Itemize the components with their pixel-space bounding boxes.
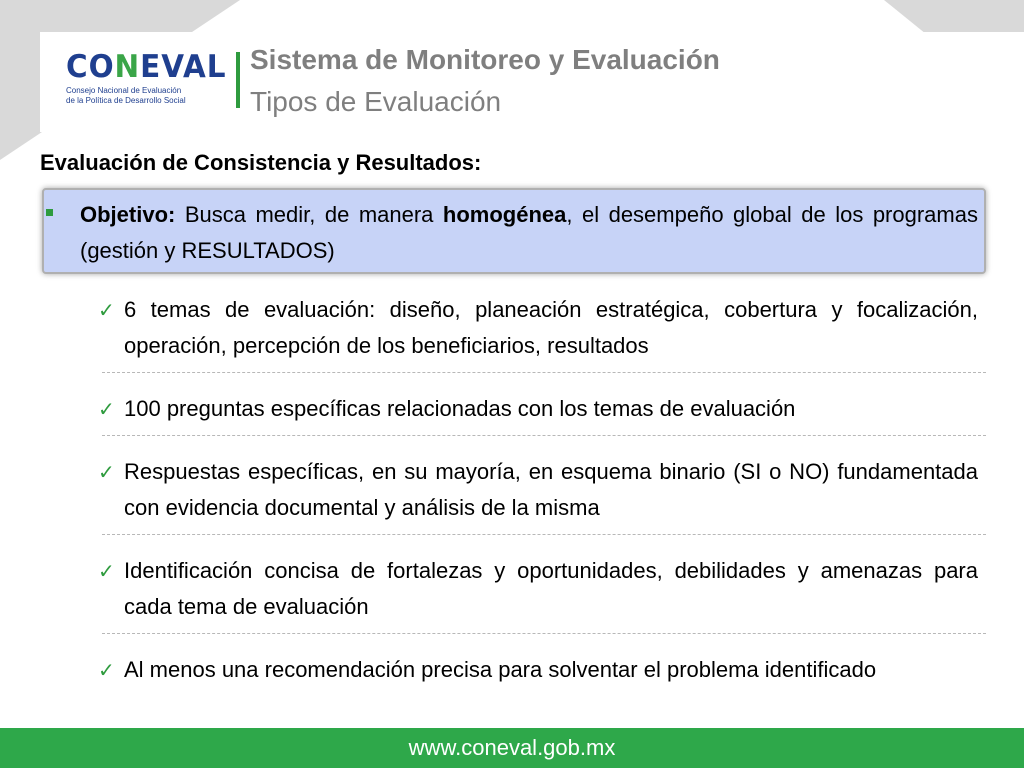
footer-bar: [0, 728, 1024, 768]
list-item: ✓ Respuestas específicas, en su mayoría, en esquema binario (SI o NO) fundamentada con evidencia documental y análisis de la misma: [96, 454, 986, 526]
dashed-separator: [102, 633, 986, 634]
list-item: ✓ Identificación concisa de fortalezas y oportunidades, debilidades y amenazas para cada tema de evaluación: [96, 553, 986, 625]
dashed-separator: [102, 435, 986, 436]
list-item: ✓ 100 preguntas específicas relacionadas con los temas de evaluación: [96, 391, 986, 427]
checkmark-icon: ✓: [98, 298, 115, 322]
evaluation-features-list: [96, 292, 986, 688]
footer-url-link[interactable]: www.coneval.gob.mx: [408, 735, 616, 760]
header-divider: [236, 52, 240, 108]
square-bullet-icon: [46, 209, 53, 216]
logo-wordmark: CONEVAL: [66, 49, 227, 85]
objective-emphasis: homogénea: [442, 202, 567, 227]
checkmark-icon: ✓: [98, 559, 115, 583]
checkmark-icon: ✓: [98, 397, 115, 421]
page-title: Sistema de Monitoreo y Evaluación: [250, 44, 720, 75]
logo-subtitle: Consejo Nacional de Evaluación de la Política de Desarrollo Social: [66, 86, 186, 105]
list-item: ✓ Al menos una recomendación precisa para solventar el problema identificado: [96, 652, 986, 688]
dashed-separator: [102, 372, 986, 373]
checkmark-icon: ✓: [98, 460, 115, 484]
objective-text: Objetivo: Busca medir, de manera homogénea, el desempeño global de los programas (gestión y RESULTADOS): [80, 202, 978, 263]
corner-decoration-right: [884, 0, 1024, 34]
list-item: ✓ 6 temas de evaluación: diseño, planeación estratégica, cobertura y focalización, operación, percepción de los beneficiarios, resultados: [96, 292, 986, 364]
dashed-separator: [102, 534, 986, 535]
checkmark-icon: ✓: [98, 658, 115, 682]
objective-label: Objetivo:: [80, 202, 176, 227]
section-heading: Evaluación de Consistencia y Resultados:: [40, 150, 482, 175]
page-subtitle: Tipos de Evaluación: [250, 86, 502, 117]
coneval-logo: [66, 49, 227, 114]
